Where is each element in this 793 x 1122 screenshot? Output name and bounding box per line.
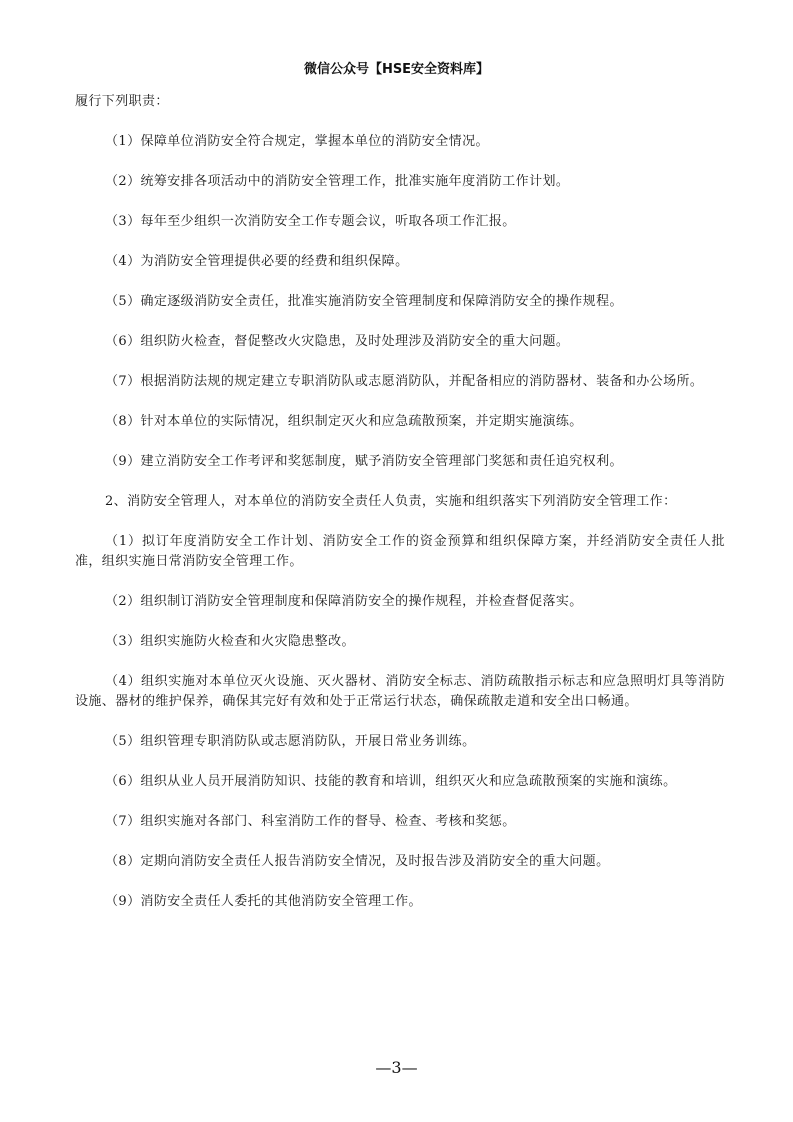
lead-paragraph: 履行下列职责：	[75, 94, 169, 109]
responsible-duty-8: （8）针对本单位的实际情况，组织制定灭火和应急疏散预案，并定期实施演练。	[105, 414, 583, 429]
manager-duty-2: （2）组织制订消防安全管理制度和保障消防安全的操作规程，并检查督促落实。	[105, 594, 583, 609]
responsible-duty-2: （2）统筹安排各项活动中的消防安全管理工作，批准实施年度消防工作计划。	[105, 174, 570, 189]
page-header: 微信公众号【HSE安全资料库】	[303, 62, 490, 77]
manager-duty-7: （7）组织实施对各部门、科室消防工作的督导、检查、考核和奖惩。	[105, 814, 516, 829]
responsible-duty-7: （7）根据消防法规的规定建立专职消防队或志愿消防队，并配备相应的消防器材、装备和办公场所。	[105, 374, 704, 389]
manager-duty-8: （8）定期向消防安全责任人报告消防安全情况，及时报告涉及消防安全的重大问题。	[105, 854, 610, 869]
responsible-duty-1: （1）保障单位消防安全符合规定，掌握本单位的消防安全情况。	[105, 134, 489, 149]
responsible-duty-9: （9）建立消防安全工作考评和奖惩制度，赋予消防安全管理部门奖惩和责任追究权利。	[105, 454, 623, 469]
manager-duty-9: （9）消防安全责任人委托的其他消防安全管理工作。	[105, 894, 422, 909]
responsible-duty-6: （6）组织防火检查，督促整改火灾隐患，及时处理涉及消防安全的重大问题。	[105, 334, 570, 349]
responsible-duty-3: （3）每年至少组织一次消防安全工作专题会议，听取各项工作汇报。	[105, 214, 516, 229]
manager-duty-4: （4）组织实施对本单位灭火设施、灭火器材、消防安全标志、消防疏散指示标志和应急照明灯具等消防设施、器材的维护保养，确保其完好有效和处于正常运行状态，确保疏散走道和安全出口畅通。	[75, 674, 725, 709]
section-2-intro: 2、消防安全管理人，对本单位的消防安全责任人负责，实施和组织落实下列消防安全管理工作：	[105, 494, 677, 509]
document-body	[75, 92, 725, 932]
manager-duty-3: （3）组织实施防火检查和火灾隐患整改。	[105, 634, 355, 649]
manager-duty-6: （6）组织从业人员开展消防知识、技能的教育和培训，组织灭火和应急疏散预案的实施和演练。	[105, 774, 677, 789]
page-number: —3—	[375, 1058, 418, 1077]
responsible-duty-5: （5）确定逐级消防安全责任，批准实施消防安全管理制度和保障消防安全的操作规程。	[105, 294, 623, 309]
manager-duty-5: （5）组织管理专职消防队或志愿消防队，开展日常业务训练。	[105, 734, 476, 749]
manager-duty-1: （1）拟订年度消防安全工作计划、消防安全工作的资金预算和组织保障方案，并经消防安全责任人批准，组织实施日常消防安全管理工作。	[75, 534, 725, 569]
responsible-duty-4: （4）为消防安全管理提供必要的经费和组织保障。	[105, 254, 409, 269]
